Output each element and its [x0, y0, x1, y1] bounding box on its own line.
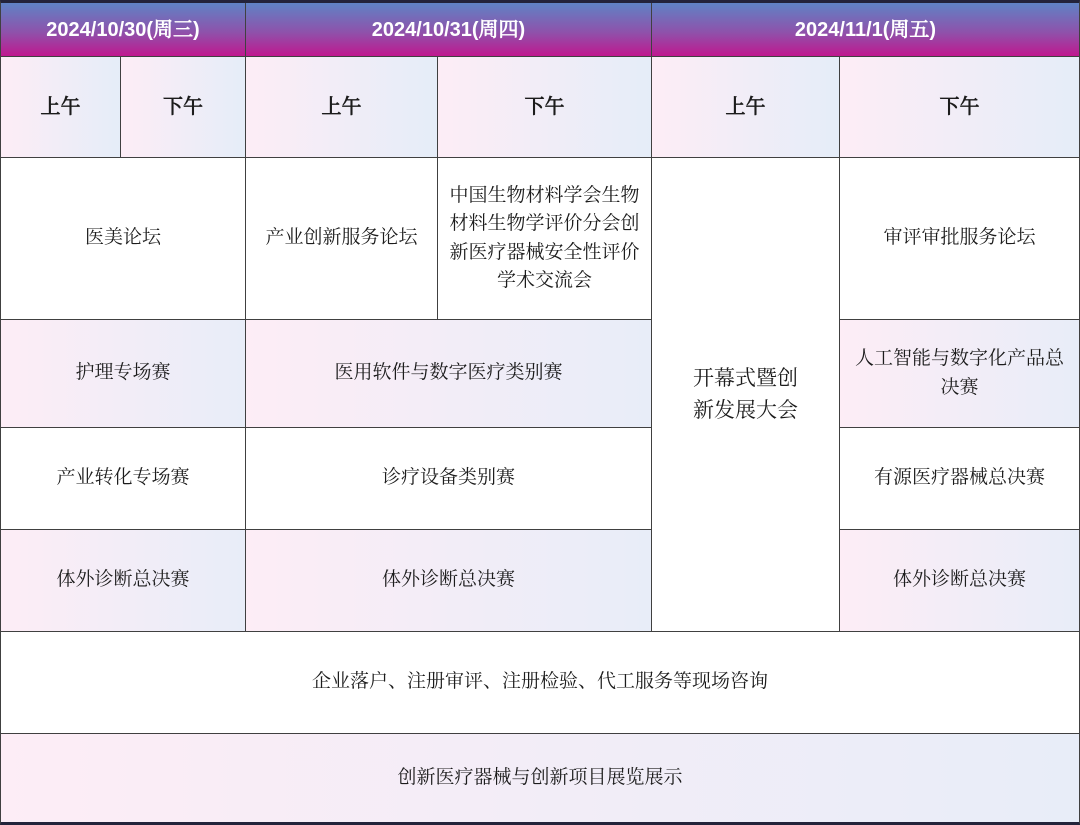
event-ivd-final-day2: 体外诊断总决赛: [246, 530, 651, 631]
period-day1-pm: 下午: [121, 57, 245, 157]
event-ivd-final-day3: 体外诊断总决赛: [840, 530, 1079, 631]
event-ai-digital-product-final: 人工智能与数字化产品总决赛: [840, 320, 1079, 427]
event-biomaterials-symposium: 中国生物材料学会生物材料生物学评价分会创新医疗器械安全性评价学术交流会: [438, 158, 651, 319]
event-industry-transformation-competition: 产业转化专场赛: [1, 428, 245, 529]
date-header-day2: 2024/10/31(周四): [246, 3, 651, 56]
period-day2-am: 上午: [246, 57, 437, 157]
event-onsite-consultation: 企业落户、注册审评、注册检验、代工服务等现场咨询: [1, 632, 1079, 733]
event-industry-innovation-service-forum: 产业创新服务论坛: [246, 158, 437, 319]
event-diagnostic-equipment-category: 诊疗设备类别赛: [246, 428, 651, 529]
event-exhibition: 创新医疗器械与创新项目展览展示: [1, 734, 1079, 822]
date-header-day3: 2024/11/1(周五): [652, 3, 1079, 56]
date-header-day1: 2024/10/30(周三): [1, 3, 245, 56]
period-day3-pm: 下午: [840, 57, 1079, 157]
event-review-approval-forum: 审评审批服务论坛: [840, 158, 1079, 319]
period-day3-am: 上午: [652, 57, 839, 157]
event-medical-beauty-forum: 医美论坛: [1, 158, 245, 319]
event-ivd-final-day1: 体外诊断总决赛: [1, 530, 245, 631]
event-nursing-special-competition: 护理专场赛: [1, 320, 245, 427]
event-opening-ceremony-label: 开幕式暨创新发展大会: [693, 367, 798, 422]
event-active-device-final: 有源医疗器械总决赛: [840, 428, 1079, 529]
event-opening-ceremony: [652, 158, 839, 631]
period-day1-am: 上午: [1, 57, 120, 157]
event-medical-software-category: 医用软件与数字医疗类别赛: [246, 320, 651, 427]
period-day2-pm: 下午: [438, 57, 651, 157]
